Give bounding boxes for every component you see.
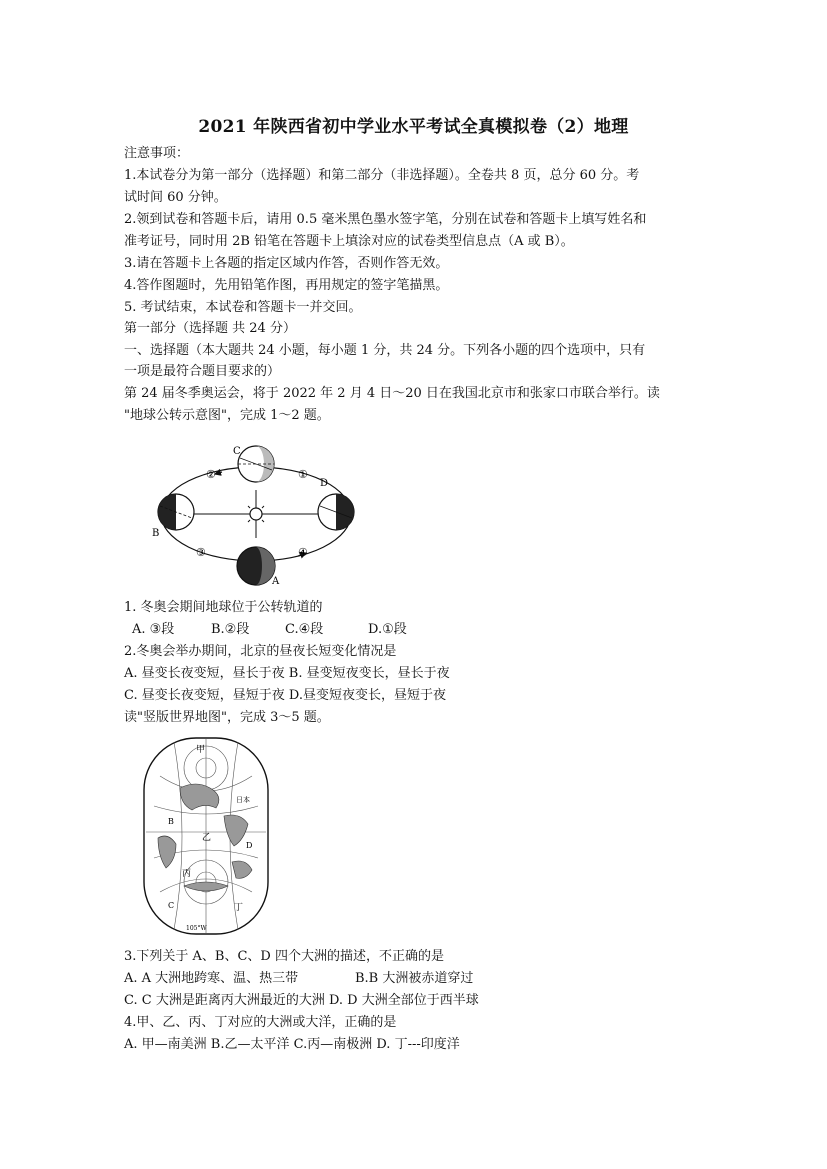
question-3-options-cd[interactable]: C. C 大洲是距离丙大洲最近的大洲 D. D 大洲全部位于西半球 — [124, 993, 479, 1008]
question-4-options[interactable]: A. 甲—南美洲 B.乙—太平洋 C.丙—南极洲 D. 丁---印度洋 — [124, 1037, 460, 1052]
label-a: A — [272, 576, 280, 587]
context-map: 读"竖版世界地图"，完成 3～5 题。 — [124, 710, 330, 725]
question-3-option-b[interactable]: B.B 大洲被赤道穿过 — [355, 971, 474, 986]
notice-item-5: 5. 考试结束，本试卷和答题卡一并交回。 — [124, 300, 362, 315]
context-olympics-cont: "地球公转示意图"，完成 1～2 题。 — [124, 408, 330, 423]
notice-item-1: 1.本试卷分为第一部分（选择题）和第二部分（非选择题）。全卷共 8 页，总分 60 分。考 — [124, 168, 640, 183]
label-d: D — [320, 478, 329, 489]
earth-position-d — [318, 494, 354, 530]
question-1-option-b[interactable]: B.②段 — [211, 622, 250, 637]
notice-item-2: 2.领到试卷和答题卡后，请用 0.5 毫米黑色墨水签字笔，分别在试卷和答题卡上填写姓名和 — [124, 212, 647, 227]
section-instructions: 一、选择题（本大题共 24 小题，每小题 1 分，共 24 分。下列各小题的四个选项中，只有 — [124, 343, 646, 358]
map-label-jia: 甲 — [196, 745, 206, 755]
section-instructions-cont: 一项是最符合题目要求的） — [124, 364, 281, 379]
segment-1-label: ① — [298, 468, 308, 481]
earth-position-b — [158, 494, 194, 530]
map-label-japan: 日本 — [236, 796, 250, 804]
segment-2-label: ② — [206, 468, 216, 481]
question-2-options-ab[interactable]: A. 昼变长夜变短，昼长于夜 B. 昼变短夜变长，昼长于夜 — [124, 666, 450, 681]
context-olympics: 第 24 届冬季奥运会，将于 2022 年 2 月 4 日～20 日在我国北京市和张家口市联合举行。读 — [124, 386, 660, 401]
earth-position-c — [238, 446, 274, 482]
notice-item-1-cont: 试时间 60 分钟。 — [124, 190, 227, 205]
notice-item-3: 3.请在答题卡上各题的指定区域内作答，否则作答无效。 — [124, 256, 449, 271]
map-label-ding: 丁 — [234, 903, 244, 913]
notice-item-4: 4.答作图题时，先用铅笔作图，再用规定的签字笔描黑。 — [124, 278, 449, 293]
question-2-stem: 2.冬奥会举办期间，北京的昼夜长短变化情况是 — [124, 644, 397, 659]
notice-heading: 注意事项： — [124, 146, 190, 161]
segment-4-label: ④ — [298, 546, 308, 559]
earth-position-a — [237, 547, 275, 585]
question-1-option-d[interactable]: D.①段 — [368, 622, 407, 637]
question-4-stem: 4.甲、乙、丙、丁对应的大洲或大洋，正确的是 — [124, 1015, 397, 1030]
earth-revolution-diagram — [140, 432, 372, 592]
question-1-stem: 1. 冬奥会期间地球位于公转轨道的 — [124, 600, 323, 615]
question-1-option-c[interactable]: C.④段 — [285, 622, 324, 637]
map-label-yi: 乙 — [202, 833, 212, 843]
map-label-c: C — [168, 901, 175, 910]
segment-3-label: ③ — [196, 546, 206, 559]
label-c: C — [233, 446, 241, 457]
question-2-options-cd[interactable]: C. 昼变长夜变短，昼短于夜 D.昼变短夜变长，昼短于夜 — [124, 688, 446, 703]
question-1-option-a[interactable]: A. ③段 — [132, 622, 175, 637]
notice-item-2-cont: 准考证号，同时用 2B 铅笔在答题卡上填涂对应的试卷类型信息点（A 或 B）。 — [124, 234, 574, 249]
label-b: B — [152, 528, 160, 539]
map-label-d: D — [246, 841, 253, 850]
map-label-bing: 丙 — [182, 869, 192, 879]
vertical-world-map — [140, 736, 272, 936]
map-label-b: B — [168, 817, 174, 826]
exam-title: 2021 年陕西省初中学业水平考试全真模拟卷（2）地理 — [198, 117, 629, 137]
part1-heading: 第一部分（选择题 共 24 分） — [124, 321, 296, 336]
question-3-stem: 3.下列关于 A、B、C、D 四个大洲的描述，不正确的是 — [124, 949, 444, 964]
map-label-longitude: 105°W — [186, 925, 207, 932]
question-3-option-a[interactable]: A. A 大洲地跨寒、温、热三带 — [124, 971, 299, 986]
